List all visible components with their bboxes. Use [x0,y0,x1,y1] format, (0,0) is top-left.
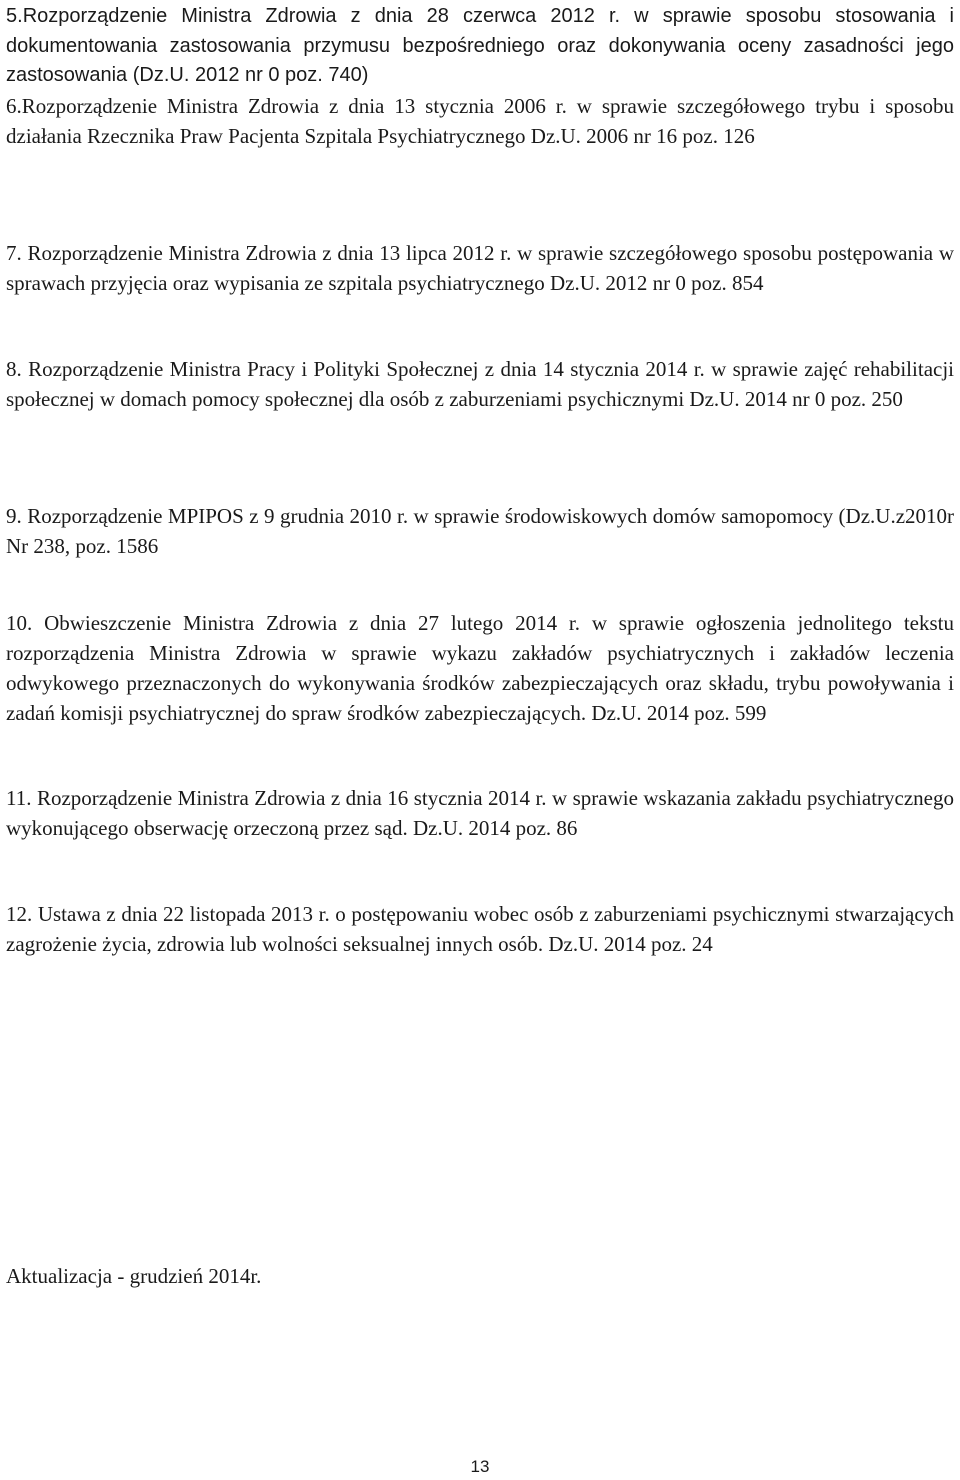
item-text: Rozporządzenie Ministra Zdrowia z dnia 13 stycznia 2006 r. w sprawie szczegółowego trybu i sposobu działania Rzecznika Praw Pacjenta Szpitala Psychiatrycznego Dz.U. 2006 nr 16 poz. 126 [6,94,954,148]
item-text: Rozporządzenie Ministra Zdrowia z dnia 28 czerwca 2012 r. w sprawie sposobu stosowania i dokumentowania zastosowania przymusu bezpośredniego oraz dokonywania oceny zasadności jego zastosowania (Dz.U. 2012 nr 0 poz. 740) [6,5,954,86]
item-number: 8. [6,357,29,381]
list-item [6,783,954,843]
item-number: 9. [6,504,28,528]
list-item [6,354,954,414]
list-item [6,2,954,91]
list-item [6,91,954,151]
item-text: Ustawa z dnia 22 listopada 2013 r. o postępowaniu wobec osób z zaburzeniami psychicznymi stwarzających zagrożenie życia, zdrowia lub wolności seksualnej innych osób. Dz.U. 2014 poz. 24 [6,902,954,956]
update-note: Aktualizacja - grudzień 2014r. [6,1264,262,1288]
item-number: 11. [6,786,37,810]
item-number: 12. [6,902,38,926]
item-number: 6. [6,94,22,118]
page-number: 13 [470,1457,490,1476]
list-item [6,238,954,298]
item-text: Rozporządzenie MPIPOS z 9 grudnia 2010 r. w sprawie środowiskowych domów samopomocy (Dz.U.z2010r Nr 238, poz. 1586 [6,504,955,558]
list-item [6,501,954,561]
list-item [6,899,954,959]
item-text: Rozporządzenie Ministra Zdrowia z dnia 16 stycznia 2014 r. w sprawie wskazania zakładu psychiatrycznego wykonującego obserwację orzeczoną przez sąd. Dz.U. 2014 poz. 86 [6,786,954,840]
item-number: 7. [6,241,28,265]
item-number: 10. [6,611,45,635]
list-item [6,608,954,728]
item-text: Obwieszczenie Ministra Zdrowia z dnia 27 lutego 2014 r. w sprawie ogłoszenia jednolitego tekstu rozporządzenia Ministra Zdrowia w sprawie wykazu zakładów psychiatrycznych i zakładów leczenia odwykowego przeznaczonych do wykonywania środków zabezpieczających oraz składu, trybu powoływania i zadań komisji psychiatrycznej do spraw środków zabezpieczających. Dz.U. 2014 poz. 599 [6,611,954,725]
item-text: Rozporządzenie Ministra Pracy i Polityki Społecznej z dnia 14 stycznia 2014 r. w sprawie zajęć rehabilitacji społecznej w domach pomocy społecznej dla osób z zaburzeniami psychicznymi Dz.U. 2014 nr 0 poz. 250 [6,357,955,411]
item-number: 5. [6,5,23,27]
item-text: Rozporządzenie Ministra Zdrowia z dnia 13 lipca 2012 r. w sprawie szczegółowego sposobu postępowania w sprawach przyjęcia oraz wypisania ze szpitala psychiatrycznego Dz.U. 2012 nr 0 poz. 854 [6,241,955,295]
